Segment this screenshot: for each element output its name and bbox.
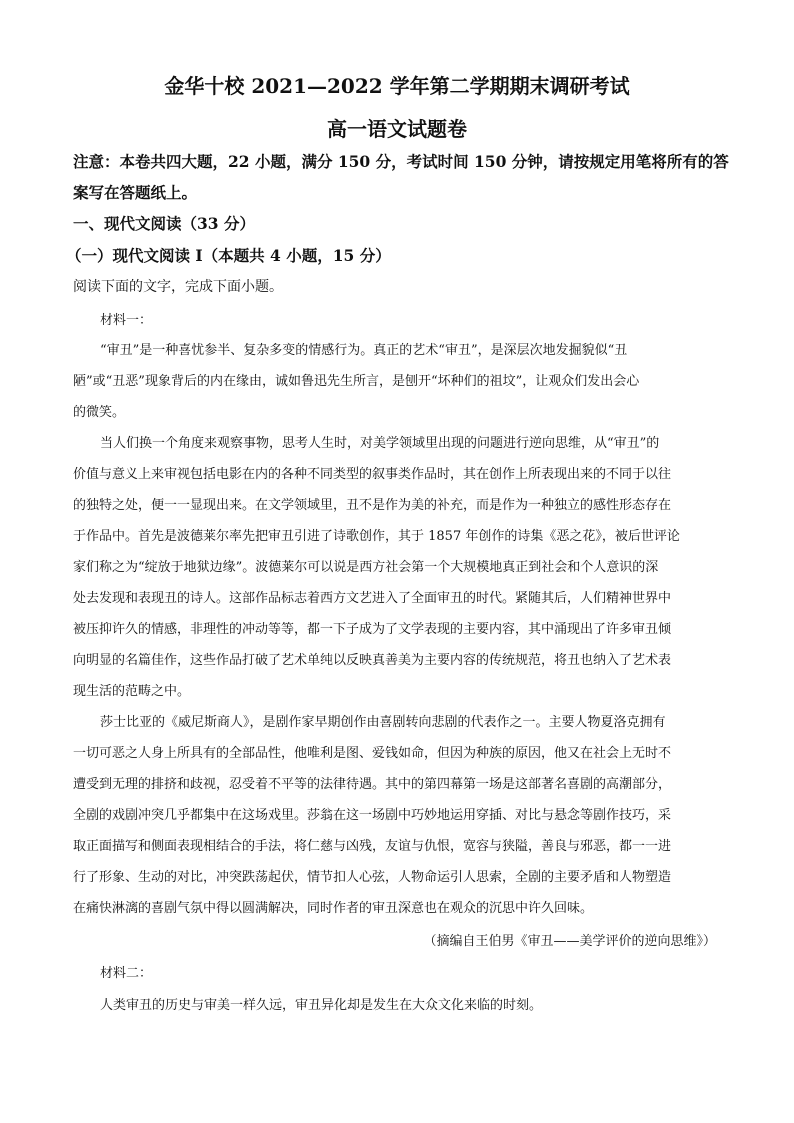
paragraph-line: 于作品中。首先是波德莱尔率先把审丑引进了诗歌创作，其于 1857 年创作的诗集《恶之花》，被后世评论	[73, 529, 680, 544]
reading-instruction: 阅读下面的文字，完成下面小题。	[73, 279, 283, 295]
section-heading: 一、现代文阅读（33 分）	[73, 214, 255, 233]
paragraph-line: 家们称之为“绽放于地狱边缘”。波德莱尔可以说是西方社会第一个大规模地真正到社会和个人意识的深	[73, 560, 659, 575]
paragraph-line: 处去发现和表现丑的诗人。这部作品标志着西方文艺进入了全面审丑的时代。紧随其后，人们精神世界中	[73, 591, 672, 606]
paragraph-line: 行了形象、生动的对比，冲突跌荡起伏，情节扣人心弦，人物命运引人思索，全剧的主要矛盾和人物塑造	[73, 870, 672, 885]
paragraph-line: 被压抑许久的情感，非理性的冲动等等，都一下子成为了文学表现的主要内容，其中涌现出了许多审丑倾	[73, 622, 672, 637]
paragraph-line: 遭受到无理的排挤和歧视，忍受着不平等的法律待遇。其中的第四幕第一场是这部著名喜剧的高潮部分，	[73, 777, 672, 792]
paragraph-line: 陋”或“丑恶”现象背后的内在缘由，诚如鲁迅先生所言，是刨开“坏种们的祖坟”，让观众们发出会心	[73, 374, 640, 389]
paragraph-line: 一切可恶之人身上所具有的全部品性，他唯利是图、爱钱如命，但因为种族的原因，他又在社会上无时不	[73, 746, 672, 761]
paragraph-line: 取正面描写和侧面表现相结合的手法，将仁慈与凶残，友谊与仇恨，宽容与狭隘，善良与邪恶，都一一进	[73, 839, 672, 854]
paragraph-line: 在痛快淋漓的喜剧气氛中得以圆满解决，同时作者的审丑深意也在观众的沉思中许久回味。	[73, 901, 594, 916]
paragraph-line: “审丑”是一种喜忧参半、复杂多变的情感行为。真正的艺术“审丑”，是深层次地发掘貌似“丑	[100, 343, 628, 358]
paragraph-line: 现生活的范畴之中。	[73, 684, 191, 699]
exam-title: 金华十校 2021—2022 学年第二学期期末调研考试	[164, 74, 630, 98]
material-label: 材料一：	[100, 313, 153, 328]
paragraph-line: 的独特之处，便一一显现出来。在文学领域里，丑不是作为美的补充，而是作为一种独立的感性形态存在	[73, 498, 672, 513]
paragraph-line: 莎士比亚的《威尼斯商人》，是剧作家早期创作由喜剧转向悲剧的代表作之一。主要人物夏洛克拥有	[100, 715, 666, 730]
source-citation: （摘编自王伯男《审丑——美学评价的逆向思维》）	[423, 934, 716, 949]
paragraph-line: 人类审丑的历史与审美一样久远，审丑异化却是发生在大众文化来临的时刻。	[100, 998, 543, 1013]
paragraph-line: 当人们换一个角度来观察事物，思考人生时，对美学领域里出现的问题进行逆向思维，从“审丑”的	[100, 436, 660, 451]
paragraph-line: 价值与意义上来审视包括电影在内的各种不同类型的叙事类作品时，其在创作上所表现出来的不同于以往	[73, 467, 672, 482]
paragraph-line: 向明显的名篇佳作，这些作品打破了艺术单纯以反映真善美为主要内容的传统规范，将丑也纳入了艺术表	[73, 653, 672, 668]
sub-section-heading: （一）现代文阅读 I（本题共 4 小题，15 分）	[66, 246, 391, 265]
paragraph-line: 的微笑。	[73, 405, 126, 420]
notice-line-1: 注意：本卷共四大题，22 小题，满分 150 分，考试时间 150 分钟，请按规定用笔将所有的答	[73, 152, 729, 171]
material-label: 材料二：	[100, 966, 153, 981]
paragraph-line: 全剧的戏剧冲突几乎都集中在这场戏里。莎翁在这一场剧中巧妙地运用穿插、对比与悬念等剧作技巧，采	[73, 808, 672, 823]
notice-line-2: 案写在答题纸上。	[73, 183, 198, 202]
exam-subtitle: 高一语文试题卷	[327, 117, 467, 141]
